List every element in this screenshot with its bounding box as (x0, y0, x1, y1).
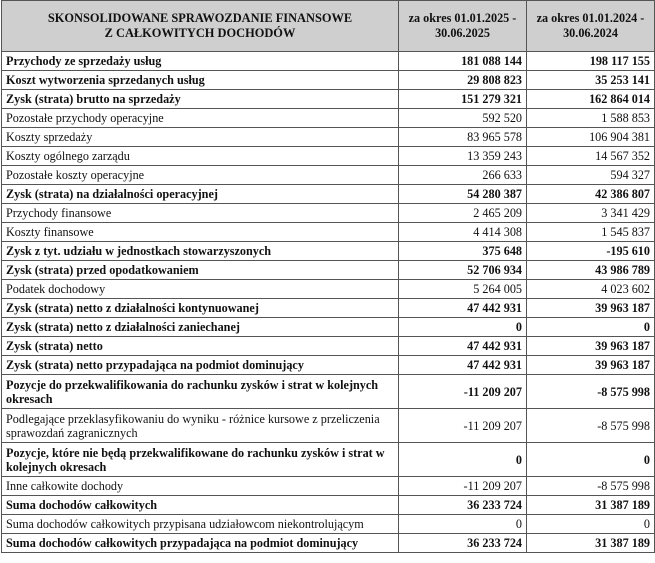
row-label: Koszty ogólnego zarządu (2, 147, 399, 166)
statement-title (2, 1, 399, 52)
value-2025: 29 808 823 (399, 71, 527, 90)
value-2025: 83 965 578 (399, 128, 527, 147)
value-2024: 43 986 789 (527, 261, 655, 280)
table-row (2, 356, 655, 375)
row-label: Zysk (strata) netto przypadająca na podmiot dominujący (2, 356, 399, 375)
value-2025: -11 209 207 (399, 477, 527, 496)
value-2024: 0 (527, 318, 655, 337)
value-2025: 592 520 (399, 109, 527, 128)
value-2025: 151 279 321 (399, 90, 527, 109)
table-row (2, 443, 655, 477)
row-label: Koszty finansowe (2, 223, 399, 242)
value-2025: 375 648 (399, 242, 527, 261)
value-2024: 35 253 141 (527, 71, 655, 90)
value-2025: 47 442 931 (399, 356, 527, 375)
value-2024: 4 023 602 (527, 280, 655, 299)
value-2024: 0 (527, 515, 655, 534)
table-row (2, 318, 655, 337)
table-row (2, 534, 655, 553)
table-row (2, 166, 655, 185)
table-row (2, 375, 655, 409)
value-2025: 266 633 (399, 166, 527, 185)
value-2024: 198 117 155 (527, 52, 655, 71)
value-2025: 5 264 005 (399, 280, 527, 299)
table-row (2, 477, 655, 496)
value-2025: 0 (399, 443, 527, 477)
table-header-row (2, 1, 655, 52)
value-2025: 47 442 931 (399, 337, 527, 356)
table-row (2, 204, 655, 223)
value-2024: 14 567 352 (527, 147, 655, 166)
row-label: Pozostałe koszty operacyjne (2, 166, 399, 185)
table-row (2, 337, 655, 356)
row-label: Koszt wytworzenia sprzedanych usług (2, 71, 399, 90)
table-row (2, 515, 655, 534)
row-label: Zysk z tyt. udziału w jednostkach stowarzyszonych (2, 242, 399, 261)
row-label: Zysk (strata) przed opodatkowaniem (2, 261, 399, 280)
value-2024: 594 327 (527, 166, 655, 185)
value-2025: 0 (399, 318, 527, 337)
value-2024: 106 904 381 (527, 128, 655, 147)
value-2024: 42 386 807 (527, 185, 655, 204)
value-2024: 31 387 189 (527, 534, 655, 553)
value-2025: 4 414 308 (399, 223, 527, 242)
value-2025: 13 359 243 (399, 147, 527, 166)
row-label: Podatek dochodowy (2, 280, 399, 299)
period-2024-header (527, 1, 655, 52)
row-label: Zysk (strata) brutto na sprzedaży (2, 90, 399, 109)
value-2025: 52 706 934 (399, 261, 527, 280)
period-2025-line2: 30.06.2025 (435, 26, 490, 40)
table-row (2, 409, 655, 443)
row-label: Zysk (strata) na działalności operacyjnej (2, 185, 399, 204)
period-2025-header (399, 1, 527, 52)
value-2024: 0 (527, 443, 655, 477)
value-2025: 181 088 144 (399, 52, 527, 71)
row-label: Suma dochodów całkowitych przypisana udziałowcom niekontrolującym (2, 515, 399, 534)
value-2025: -11 209 207 (399, 409, 527, 443)
row-label: Przychody finansowe (2, 204, 399, 223)
row-label: Suma dochodów całkowitych (2, 496, 399, 515)
value-2024: 39 963 187 (527, 356, 655, 375)
table-row (2, 128, 655, 147)
value-2025: 47 442 931 (399, 299, 527, 318)
value-2025: 54 280 387 (399, 185, 527, 204)
value-2025: 36 233 724 (399, 496, 527, 515)
row-label: Zysk (strata) netto (2, 337, 399, 356)
row-label: Podlegające przeklasyfikowaniu do wyniku - różnice kursowe z przeliczenia sprawozdań zagranicznych (2, 409, 399, 443)
income-statement-table (1, 0, 655, 553)
value-2024: 31 387 189 (527, 496, 655, 515)
value-2025: -11 209 207 (399, 375, 527, 409)
value-2024: -195 610 (527, 242, 655, 261)
period-2024-line1: za okres 01.01.2024 - (536, 11, 645, 25)
period-2025-line1: za okres 01.01.2025 - (408, 11, 517, 25)
row-label: Suma dochodów całkowitych przypadająca na podmiot dominujący (2, 534, 399, 553)
row-label: Zysk (strata) netto z działalności kontynuowanej (2, 299, 399, 318)
table-row (2, 223, 655, 242)
value-2025: 2 465 209 (399, 204, 527, 223)
table-row (2, 147, 655, 166)
statement-title-line1: SKONSOLIDOWANE SPRAWOZDANIE FINANSOWE (47, 11, 353, 25)
table-row (2, 261, 655, 280)
value-2024: 39 963 187 (527, 337, 655, 356)
period-2024-line2: 30.06.2024 (563, 26, 618, 40)
table-row (2, 496, 655, 515)
value-2024: -8 575 998 (527, 409, 655, 443)
value-2024: 1 588 853 (527, 109, 655, 128)
table-row (2, 280, 655, 299)
table-row (2, 71, 655, 90)
table-row (2, 52, 655, 71)
value-2025: 36 233 724 (399, 534, 527, 553)
value-2024: -8 575 998 (527, 477, 655, 496)
row-label: Przychody ze sprzedaży usług (2, 52, 399, 71)
value-2025: 0 (399, 515, 527, 534)
row-label: Zysk (strata) netto z działalności zaniechanej (2, 318, 399, 337)
row-label: Inne całkowite dochody (2, 477, 399, 496)
value-2024: 39 963 187 (527, 299, 655, 318)
table-row (2, 90, 655, 109)
table-row (2, 109, 655, 128)
table-row (2, 242, 655, 261)
row-label: Pozostałe przychody operacyjne (2, 109, 399, 128)
row-label: Pozycje, które nie będą przekwalifikowane do rachunku zysków i strat w kolejnych okresach (2, 443, 399, 477)
table-row (2, 185, 655, 204)
value-2024: -8 575 998 (527, 375, 655, 409)
table-row (2, 299, 655, 318)
value-2024: 3 341 429 (527, 204, 655, 223)
row-label: Pozycje do przekwalifikowania do rachunku zysków i strat w kolejnych okresach (2, 375, 399, 409)
value-2024: 162 864 014 (527, 90, 655, 109)
statement-title-line2: Z CAŁKOWITYCH DOCHODÓW (104, 26, 296, 40)
value-2024: 1 545 837 (527, 223, 655, 242)
row-label: Koszty sprzedaży (2, 128, 399, 147)
